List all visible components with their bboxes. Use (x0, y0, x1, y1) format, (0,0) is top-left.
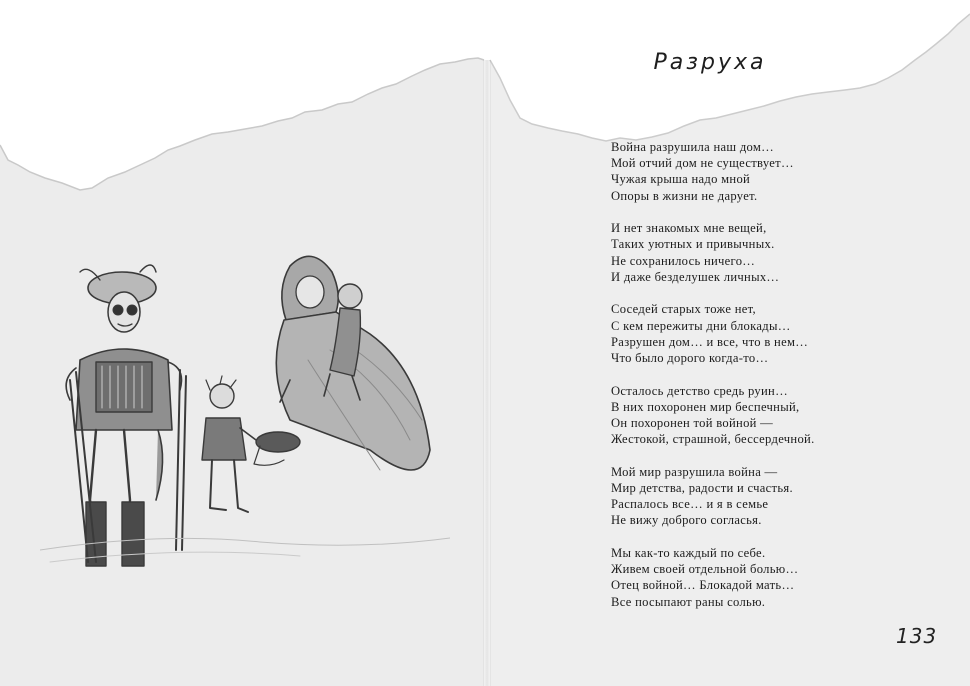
poem-line: Он похоронен той войной — (611, 416, 774, 431)
poem-line: Мы как-то каждый по себе. (611, 546, 766, 561)
stanza (611, 301, 815, 366)
poem-body (611, 139, 815, 610)
page-number: 133 (896, 624, 938, 648)
poem-line: Чужая крыша надо мной (611, 172, 751, 187)
poem-line: Распалось все… и я в семье (611, 497, 769, 512)
stanza (611, 383, 815, 448)
poem-line: Мой отчий дом не существует… (611, 156, 794, 171)
poem-line: Не сохранилось ничего… (611, 253, 756, 268)
woman-with-child-figure (276, 256, 430, 470)
poem-line: Таких уютных и привычных. (611, 237, 775, 252)
poem-line: С кем пережиты дни блокады… (611, 318, 791, 333)
poem-line: Мир детства, радости и счастья. (611, 481, 793, 496)
stanza (611, 220, 815, 285)
poem-line: Не вижу доброго согласья. (611, 513, 762, 528)
poem-line: Осталось детство средь руин… (611, 383, 788, 398)
poem-line: Отец войной… Блокадой мать… (611, 578, 795, 593)
poem-line: В них похоронен мир беспечный, (611, 399, 800, 414)
poem-line: Соседей старых тоже нет, (611, 302, 756, 317)
poem-line: Жестокой, страшной, бессердечной. (611, 432, 815, 447)
poem-line: И нет знакомых мне вещей, (611, 221, 767, 236)
poem-line: И даже безделушек личных… (611, 269, 780, 284)
pencil-illustration (40, 250, 450, 570)
poem-line: Опоры в жизни не дарует. (611, 188, 758, 203)
poem-line: Мой мир разрушила война — (611, 464, 778, 479)
stanza (611, 139, 815, 204)
book-gutter (483, 60, 491, 686)
stanza (611, 464, 815, 529)
poem-title: Разруха (653, 50, 767, 75)
poem-line: Что было дорого когда-то… (611, 351, 769, 366)
stanza (611, 545, 815, 610)
poem-line: Война разрушила наш дом… (611, 140, 775, 154)
poem-line: Разрушен дом… и все, что в нем… (611, 334, 809, 349)
accordion-player-figure (66, 265, 186, 566)
poem-line: Все посыпают раны солью. (611, 594, 766, 609)
poem-line: Живем своей отдельной болью… (611, 562, 799, 577)
